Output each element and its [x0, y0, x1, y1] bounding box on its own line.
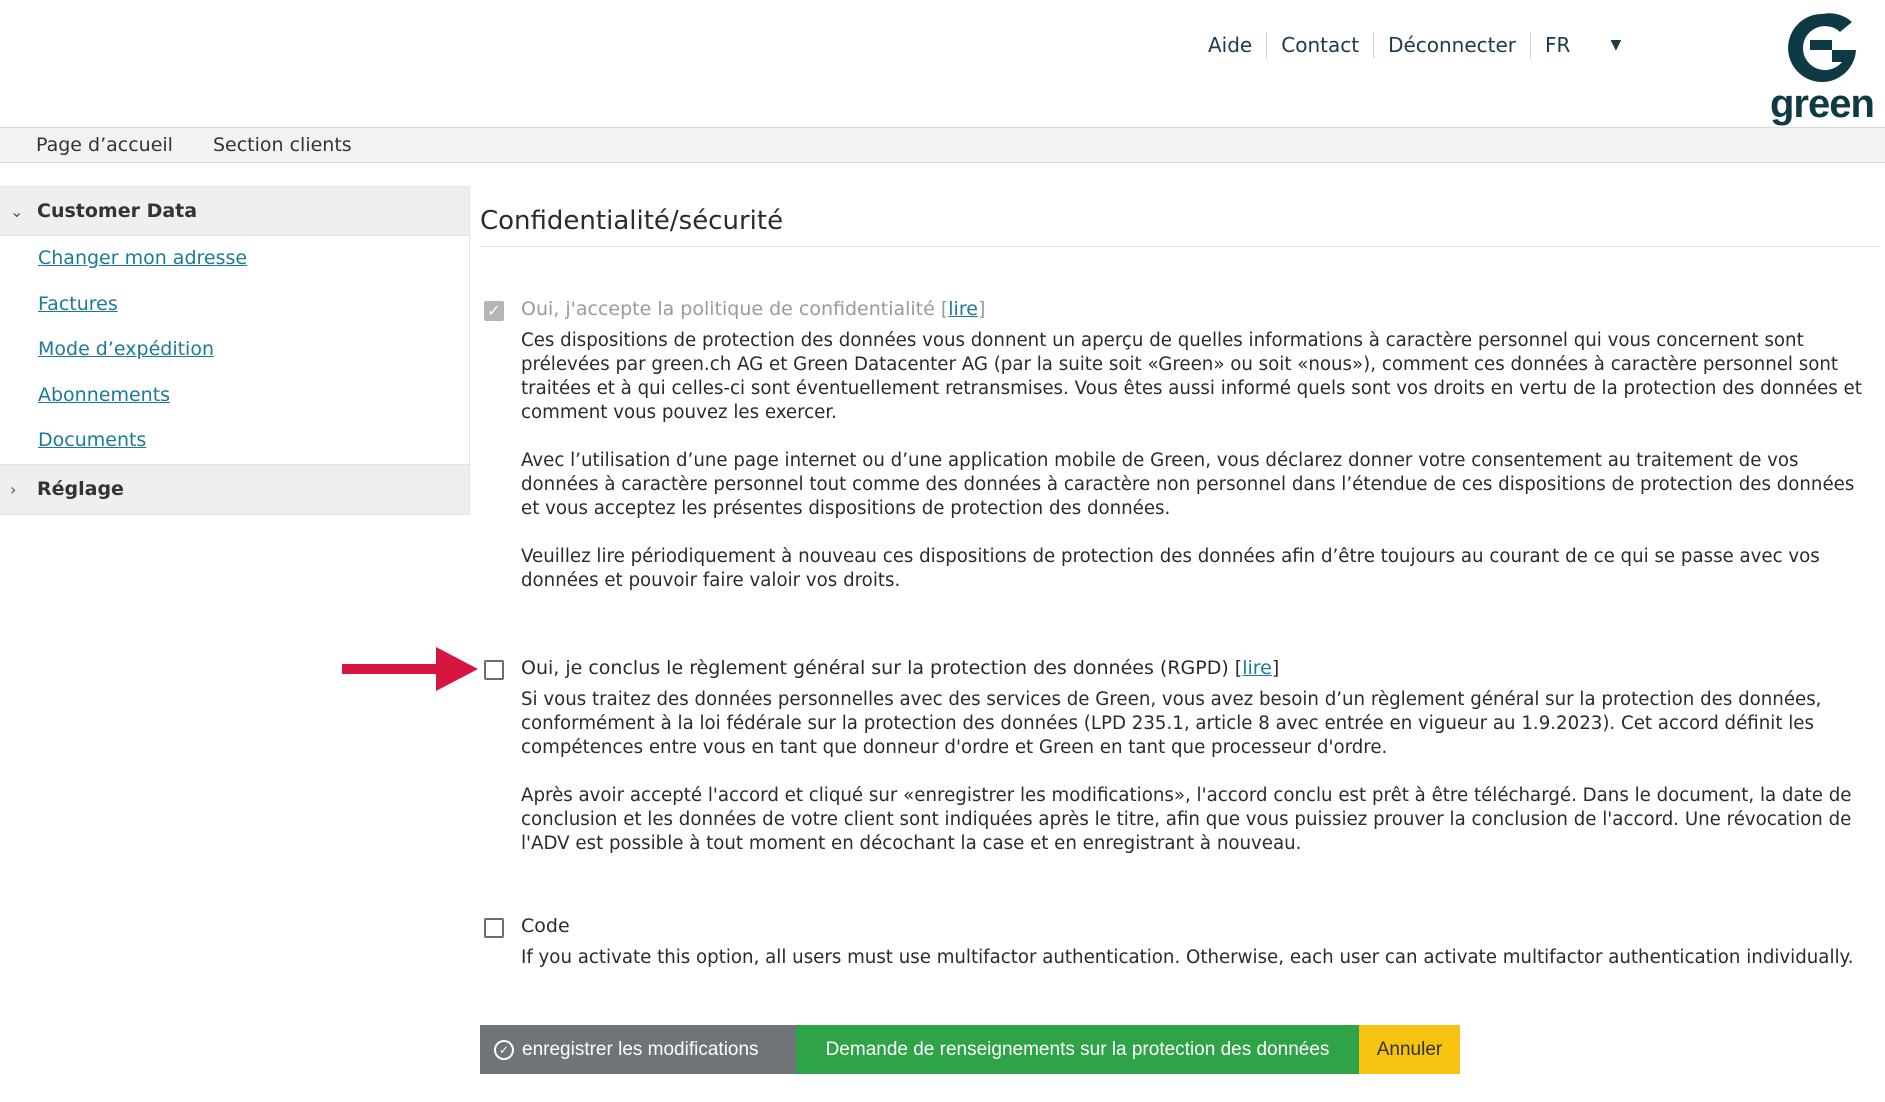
code-label: Code: [521, 915, 570, 937]
help-link[interactable]: Aide: [1208, 33, 1253, 57]
sidebar-item-invoices[interactable]: Factures: [38, 292, 118, 315]
language-value: FR: [1545, 33, 1571, 57]
sidebar-section-label: Réglage: [37, 478, 124, 500]
privacy-read-link[interactable]: lire: [948, 298, 978, 320]
language-selector[interactable]: [1530, 32, 1621, 58]
green-logo[interactable]: [1770, 10, 1874, 126]
rgpd-paragraph: Après avoir accepté l'accord et cliqué sur «enregistrer les modifications», l'accord conclu est prêt à être téléchargé. Dans le document, la date de conclusion et les données de votre client sont indiquées après le titre, afin que vous puissiez prouver la conclusion de l'accord. Une révocation de l'ADV est possible à tout moment en décochant la case et en enregistrant à nouveau.: [521, 785, 1852, 854]
red-arrow-icon: [340, 645, 480, 693]
logout-link[interactable]: Déconnecter: [1373, 32, 1530, 58]
chevron-right-icon: ›: [10, 479, 17, 499]
save-button-label: enregistrer les modifications: [522, 1038, 759, 1060]
check-circle-icon: ✓: [494, 1040, 514, 1060]
logo-g-mark: [1770, 10, 1874, 82]
privacy-request-button[interactable]: Demande de renseignements sur la protection des données: [796, 1025, 1359, 1074]
sidebar: [0, 186, 470, 515]
rgpd-read-link[interactable]: lire: [1242, 657, 1272, 679]
rgpd-label: [521, 657, 1279, 679]
sidebar-section-customer-data[interactable]: [0, 187, 469, 236]
privacy-paragraph: Ces dispositions de protection des données vous donnent un aperçu de quelles informations à caractère personnel qui vous concernent sont prélevées par green.ch AG et Green Datacenter AG (par la suite soit «Green» ou soit «nous»), comment ces données à caractère personnel sont traitées et à qui celles-ci sont éventuellement retransmises. Vous êtes aussi informé quels sont vos droits en vertu de la protection des données et comment vous pouvez les exercer.: [521, 330, 1862, 423]
sidebar-item-documents[interactable]: Documents: [38, 429, 147, 451]
main-content: [480, 196, 1880, 247]
code-checkbox[interactable]: [484, 918, 504, 938]
home-link[interactable]: Page d’accueil: [36, 134, 173, 156]
cancel-button[interactable]: Annuler: [1359, 1025, 1460, 1074]
privacy-label-text: Oui, j'accepte la politique de confidentialité [: [521, 298, 949, 320]
rgpd-label-text: Oui, je conclus le règlement général sur la protection des données (RGPD) [: [521, 657, 1243, 679]
save-changes-button[interactable]: [480, 1025, 796, 1074]
rgpd-text: [521, 688, 1866, 880]
privacy-paragraph: Veuillez lire périodiquement à nouveau ces dispositions de protection des données afin d’être toujours au courant de ce qui se passe avec vos données et pouvoir faire valoir vos droits.: [521, 546, 1820, 591]
secondary-navigation: [0, 127, 1885, 163]
page-title: Confidentialité/sécurité: [480, 196, 1880, 247]
privacy-paragraph: Avec l’utilisation d’une page internet ou d’une application mobile de Green, vous déclarez donner votre consentement au traitement de vos données à caractère personnel tout comme des données à caractère non personnel dans l’étendue de ces dispositions de protection des données et vous acceptez les présentes dispositions de protection des données.: [521, 450, 1855, 519]
sidebar-items: [0, 236, 469, 464]
action-buttons: [480, 1025, 1460, 1074]
caret-down-icon: ▼: [1610, 37, 1622, 53]
sidebar-item-shipping-mode[interactable]: Mode d’expédition: [38, 338, 214, 360]
logo-text: green: [1770, 82, 1874, 126]
chevron-down-icon: ⌄: [10, 201, 24, 221]
code-text: [521, 946, 1866, 994]
rgpd-checkbox[interactable]: [484, 660, 504, 680]
privacy-policy-text: [521, 329, 1866, 617]
sidebar-item-change-address[interactable]: Changer mon adresse: [38, 247, 248, 269]
sidebar-item-subscriptions[interactable]: Abonnements: [38, 383, 171, 406]
privacy-policy-label: [521, 298, 985, 320]
rgpd-paragraph: Si vous traitez des données personnelles avec des services de Green, vous avez besoin d’un règlement général sur la protection des données, conformément à la loi fédérale sur la protection des données (LPD 235.1, article 8 avec entrée en vigueur au 1.9.2023). Cet accord définit les compétences entre vous en tant que donneur d'ordre et Green en tant que processeur d'ordre.: [521, 689, 1822, 758]
code-paragraph: If you activate this option, all users must use multifactor authentication. Otherwise, each user can activate multifactor authentication individually.: [521, 947, 1854, 968]
sidebar-section-label: Customer Data: [37, 200, 198, 222]
top-navigation: [1196, 30, 1621, 60]
rgpd-label-close: ]: [1271, 657, 1280, 679]
sidebar-section-settings[interactable]: [0, 464, 469, 514]
privacy-label-close: ]: [977, 298, 986, 320]
privacy-policy-checkbox[interactable]: ✓: [484, 301, 504, 321]
contact-link[interactable]: Contact: [1266, 32, 1373, 58]
client-section-link[interactable]: Section clients: [212, 134, 352, 156]
